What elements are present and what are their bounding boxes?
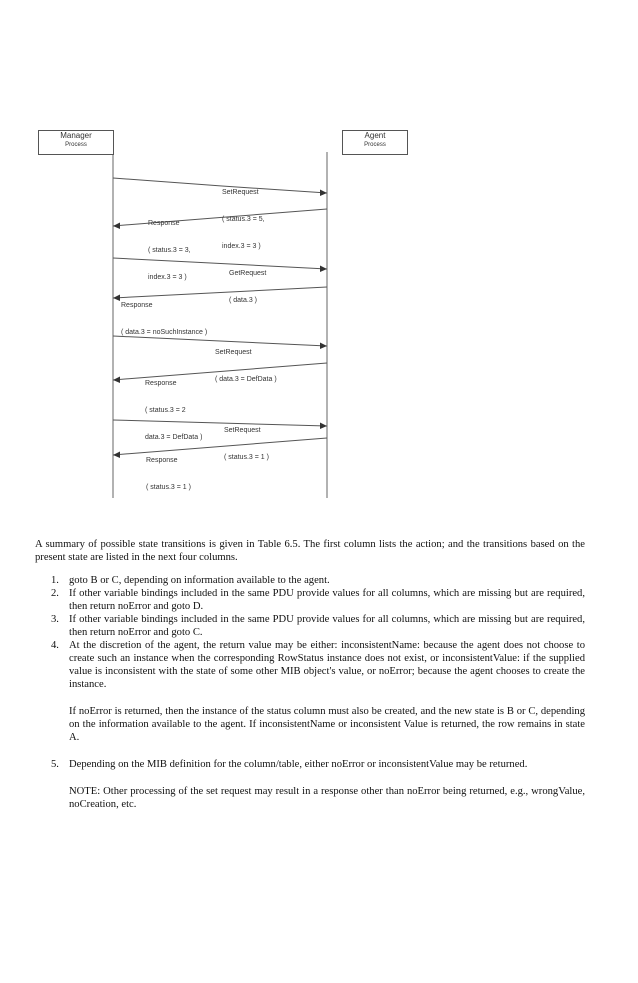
- item-text: goto B or C, depending on information available to the agent.: [69, 575, 330, 586]
- manager-subtitle: Process: [65, 142, 87, 148]
- message-label-line: ( status.3 = 5,: [222, 216, 265, 223]
- message-arrow-3: [113, 258, 327, 272]
- list-item: [35, 639, 585, 691]
- message-label-line: ( data.3 ): [229, 297, 258, 304]
- message-label-7: [224, 408, 269, 480]
- message-label-line: index.3 = 3 ): [222, 243, 261, 250]
- note-paragraph: NOTE: Other processing of the set request may result in a response other than noError being returned, e.g., wrongValue, noCreation, etc.: [69, 786, 585, 810]
- message-label-line: Response: [145, 380, 177, 387]
- message-label-8: [146, 438, 191, 510]
- message-label-line: index.3 = 3 ): [148, 274, 187, 281]
- message-label-line: Response: [121, 302, 153, 309]
- message-label-line: ( status.3 = 2: [145, 407, 186, 414]
- item-number: 5.: [51, 759, 59, 770]
- list-item: [35, 758, 585, 771]
- item-number: 2.: [51, 588, 59, 599]
- numbered-list-continued: [35, 758, 585, 771]
- list-item: [35, 613, 585, 639]
- message-label-line: ( status.3 = 3,: [148, 247, 191, 254]
- item-number: 4.: [51, 640, 59, 651]
- agent-subtitle: Process: [364, 142, 386, 148]
- agent-process-box: [342, 130, 408, 155]
- message-label-4: [121, 283, 207, 355]
- item-text: Depending on the MIB definition for the column/table, either noError or inconsistentValue may be returned.: [69, 759, 528, 770]
- manager-title: Manager: [60, 131, 92, 140]
- item-text: If other variable bindings included in the same PDU provide values for all columns, which are missing but are required, then return noError and goto D.: [69, 588, 585, 612]
- message-label-line: SetRequest: [224, 427, 261, 434]
- body-text: [35, 538, 585, 825]
- item-text: If other variable bindings included in the same PDU provide values for all columns, which are missing but are required, then return noError and goto C.: [69, 614, 585, 638]
- message-arrow-1: [113, 178, 327, 196]
- agent-title: Agent: [364, 131, 386, 140]
- list-item: [35, 587, 585, 613]
- item-text: At the discretion of the agent, the return value may be either: inconsistentName: because the agent does not choose to create such an instance when the corresponding RowStatus instance does not exist, or inconsistentValue: if the supplied value is inconsistent with the state of some other MIB object's value, or noError; because the agent chooses to create the instance.: [69, 640, 585, 690]
- message-label-line: SetRequest: [222, 189, 259, 196]
- item4-note: If noError is returned, then the instance of the status column must also be created, and the new state is B or C, depending on the information available to the agent. If inconsistentName or inconsistent Value is returned, the row remains in state A.: [69, 706, 585, 743]
- item-number: 1.: [51, 575, 59, 586]
- message-label-line: Response: [148, 220, 180, 227]
- numbered-list: [35, 574, 585, 691]
- manager-process-box: [38, 130, 114, 155]
- intro-paragraph: A summary of possible state transitions is given in Table 6.5. The first column lists the action; and the transitions based on the present state are listed in the next four columns.: [35, 539, 585, 563]
- message-label-line: ( data.3 = DefData ): [215, 376, 277, 383]
- message-label-line: Response: [146, 457, 178, 464]
- message-label-line: ( data.3 = noSuchInstance ): [121, 329, 208, 336]
- list-item: [35, 574, 585, 587]
- message-label-5: [215, 330, 277, 402]
- item-number: 3.: [51, 614, 59, 625]
- message-label-line: SetRequest: [215, 349, 252, 356]
- message-label-3: [229, 251, 266, 323]
- message-label-line: GetRequest: [229, 270, 267, 277]
- message-arrow-2: [113, 209, 327, 229]
- message-label-line: ( status.3 = 1 ): [224, 454, 269, 461]
- message-label-line: ( status.3 = 1 ): [146, 484, 191, 491]
- message-label-line: data.3 = DefData ): [145, 434, 203, 441]
